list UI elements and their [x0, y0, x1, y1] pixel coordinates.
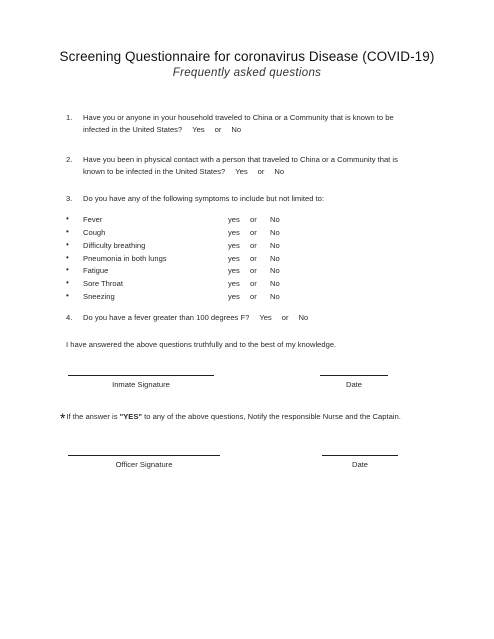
page-subtitle: Frequently asked questions	[172, 67, 322, 79]
answer-or: or	[214, 125, 222, 134]
inmate-signature-label: Inmate Signature	[112, 380, 170, 389]
bullet-icon: •	[66, 291, 69, 300]
question-2	[66, 153, 446, 179]
symptom-name: Pneumonia in both lungs	[83, 254, 167, 263]
answer-or: or	[250, 266, 257, 275]
answer-or: or	[250, 241, 257, 250]
date-line-1[interactable]	[320, 375, 388, 376]
question-text-line1: Have you or anyone in your household traveled to China or a Community that is known to be	[83, 113, 394, 122]
symptom-name: Sore Throat	[83, 279, 123, 288]
answer-or: or	[250, 215, 257, 224]
answer-or: or	[250, 228, 257, 237]
answer-or: or	[250, 292, 257, 301]
question-text-line2: infected in the United States?	[83, 125, 183, 134]
bullet-icon: •	[66, 214, 69, 223]
question-text-line1: Do you have any of the following symptoms to include but not limited to:	[83, 194, 325, 203]
date-line-2[interactable]	[322, 455, 398, 456]
answer-or: or	[250, 279, 257, 288]
question-1	[66, 111, 446, 137]
question-text-line2: known to be infected in the United States?	[83, 167, 226, 176]
officer-signature-line[interactable]	[68, 455, 220, 456]
answer-or: or	[281, 313, 289, 322]
answer-no: No	[270, 215, 280, 224]
answer-yes: yes	[228, 279, 240, 288]
symptom-name: Cough	[83, 228, 106, 237]
answer-yes: yes	[228, 215, 240, 224]
date-label-2: Date	[351, 460, 369, 469]
bullet-icon: •	[66, 240, 69, 249]
question-text-line1: Do you have a fever greater than 100 degrees F?	[83, 313, 250, 322]
question-text-row	[83, 311, 308, 324]
question-number: 1.	[66, 113, 73, 122]
symptom-name: Fatigue	[83, 266, 109, 275]
note-prefix: If the answer is	[66, 412, 120, 421]
note-emphasis: "YES"	[119, 412, 143, 421]
answer-yes: Yes	[235, 167, 248, 176]
question-number: 2.	[66, 155, 73, 164]
bullet-icon: •	[66, 265, 69, 274]
answer-no: No	[270, 254, 280, 263]
inmate-signature-line[interactable]	[68, 375, 214, 376]
attestation-statement: I have answered the above questions truthfully and to the best of my knowledge.	[66, 340, 337, 349]
answer-yes: yes	[228, 228, 240, 237]
instruction-note	[60, 410, 401, 426]
answer-no: No	[298, 313, 309, 322]
officer-signature-label: Officer Signature	[115, 460, 173, 469]
asterisk-icon: *	[60, 410, 66, 426]
question-number: 3.	[66, 194, 73, 203]
date-label-1: Date	[345, 380, 363, 389]
answer-yes: yes	[228, 241, 240, 250]
answer-no: No	[270, 241, 280, 250]
answer-no: No	[274, 167, 285, 176]
question-3	[66, 192, 446, 206]
note-suffix: to any of the above questions, Notify the responsible Nurse and the Captain.	[142, 412, 401, 421]
question-text-line2-row	[83, 123, 241, 136]
bullet-icon: •	[66, 227, 69, 236]
question-text-line2-row	[83, 165, 284, 178]
bullet-icon: •	[66, 278, 69, 287]
answer-or: or	[250, 254, 257, 263]
symptom-name: Fever	[83, 215, 103, 224]
answer-no: No	[270, 228, 280, 237]
bullet-icon: •	[66, 253, 69, 262]
symptom-name: Sneezing	[83, 292, 115, 301]
answer-no: No	[270, 266, 280, 275]
answer-no: No	[231, 125, 242, 134]
answer-or: or	[257, 167, 265, 176]
answer-yes: yes	[228, 266, 240, 275]
answer-no: No	[270, 279, 280, 288]
answer-yes: Yes	[192, 125, 205, 134]
page-title: Screening Questionnaire for coronavirus Disease (COVID-19)	[59, 49, 435, 64]
answer-yes: Yes	[259, 313, 272, 322]
question-number: 4.	[66, 313, 73, 322]
question-4	[66, 311, 446, 325]
question-text-line1: Have you been in physical contact with a person that traveled to China or a Community that is	[83, 155, 398, 164]
answer-no: No	[270, 292, 280, 301]
answer-yes: yes	[228, 254, 240, 263]
answer-yes: yes	[228, 292, 240, 301]
symptom-name: Difficulty breathing	[83, 241, 146, 250]
